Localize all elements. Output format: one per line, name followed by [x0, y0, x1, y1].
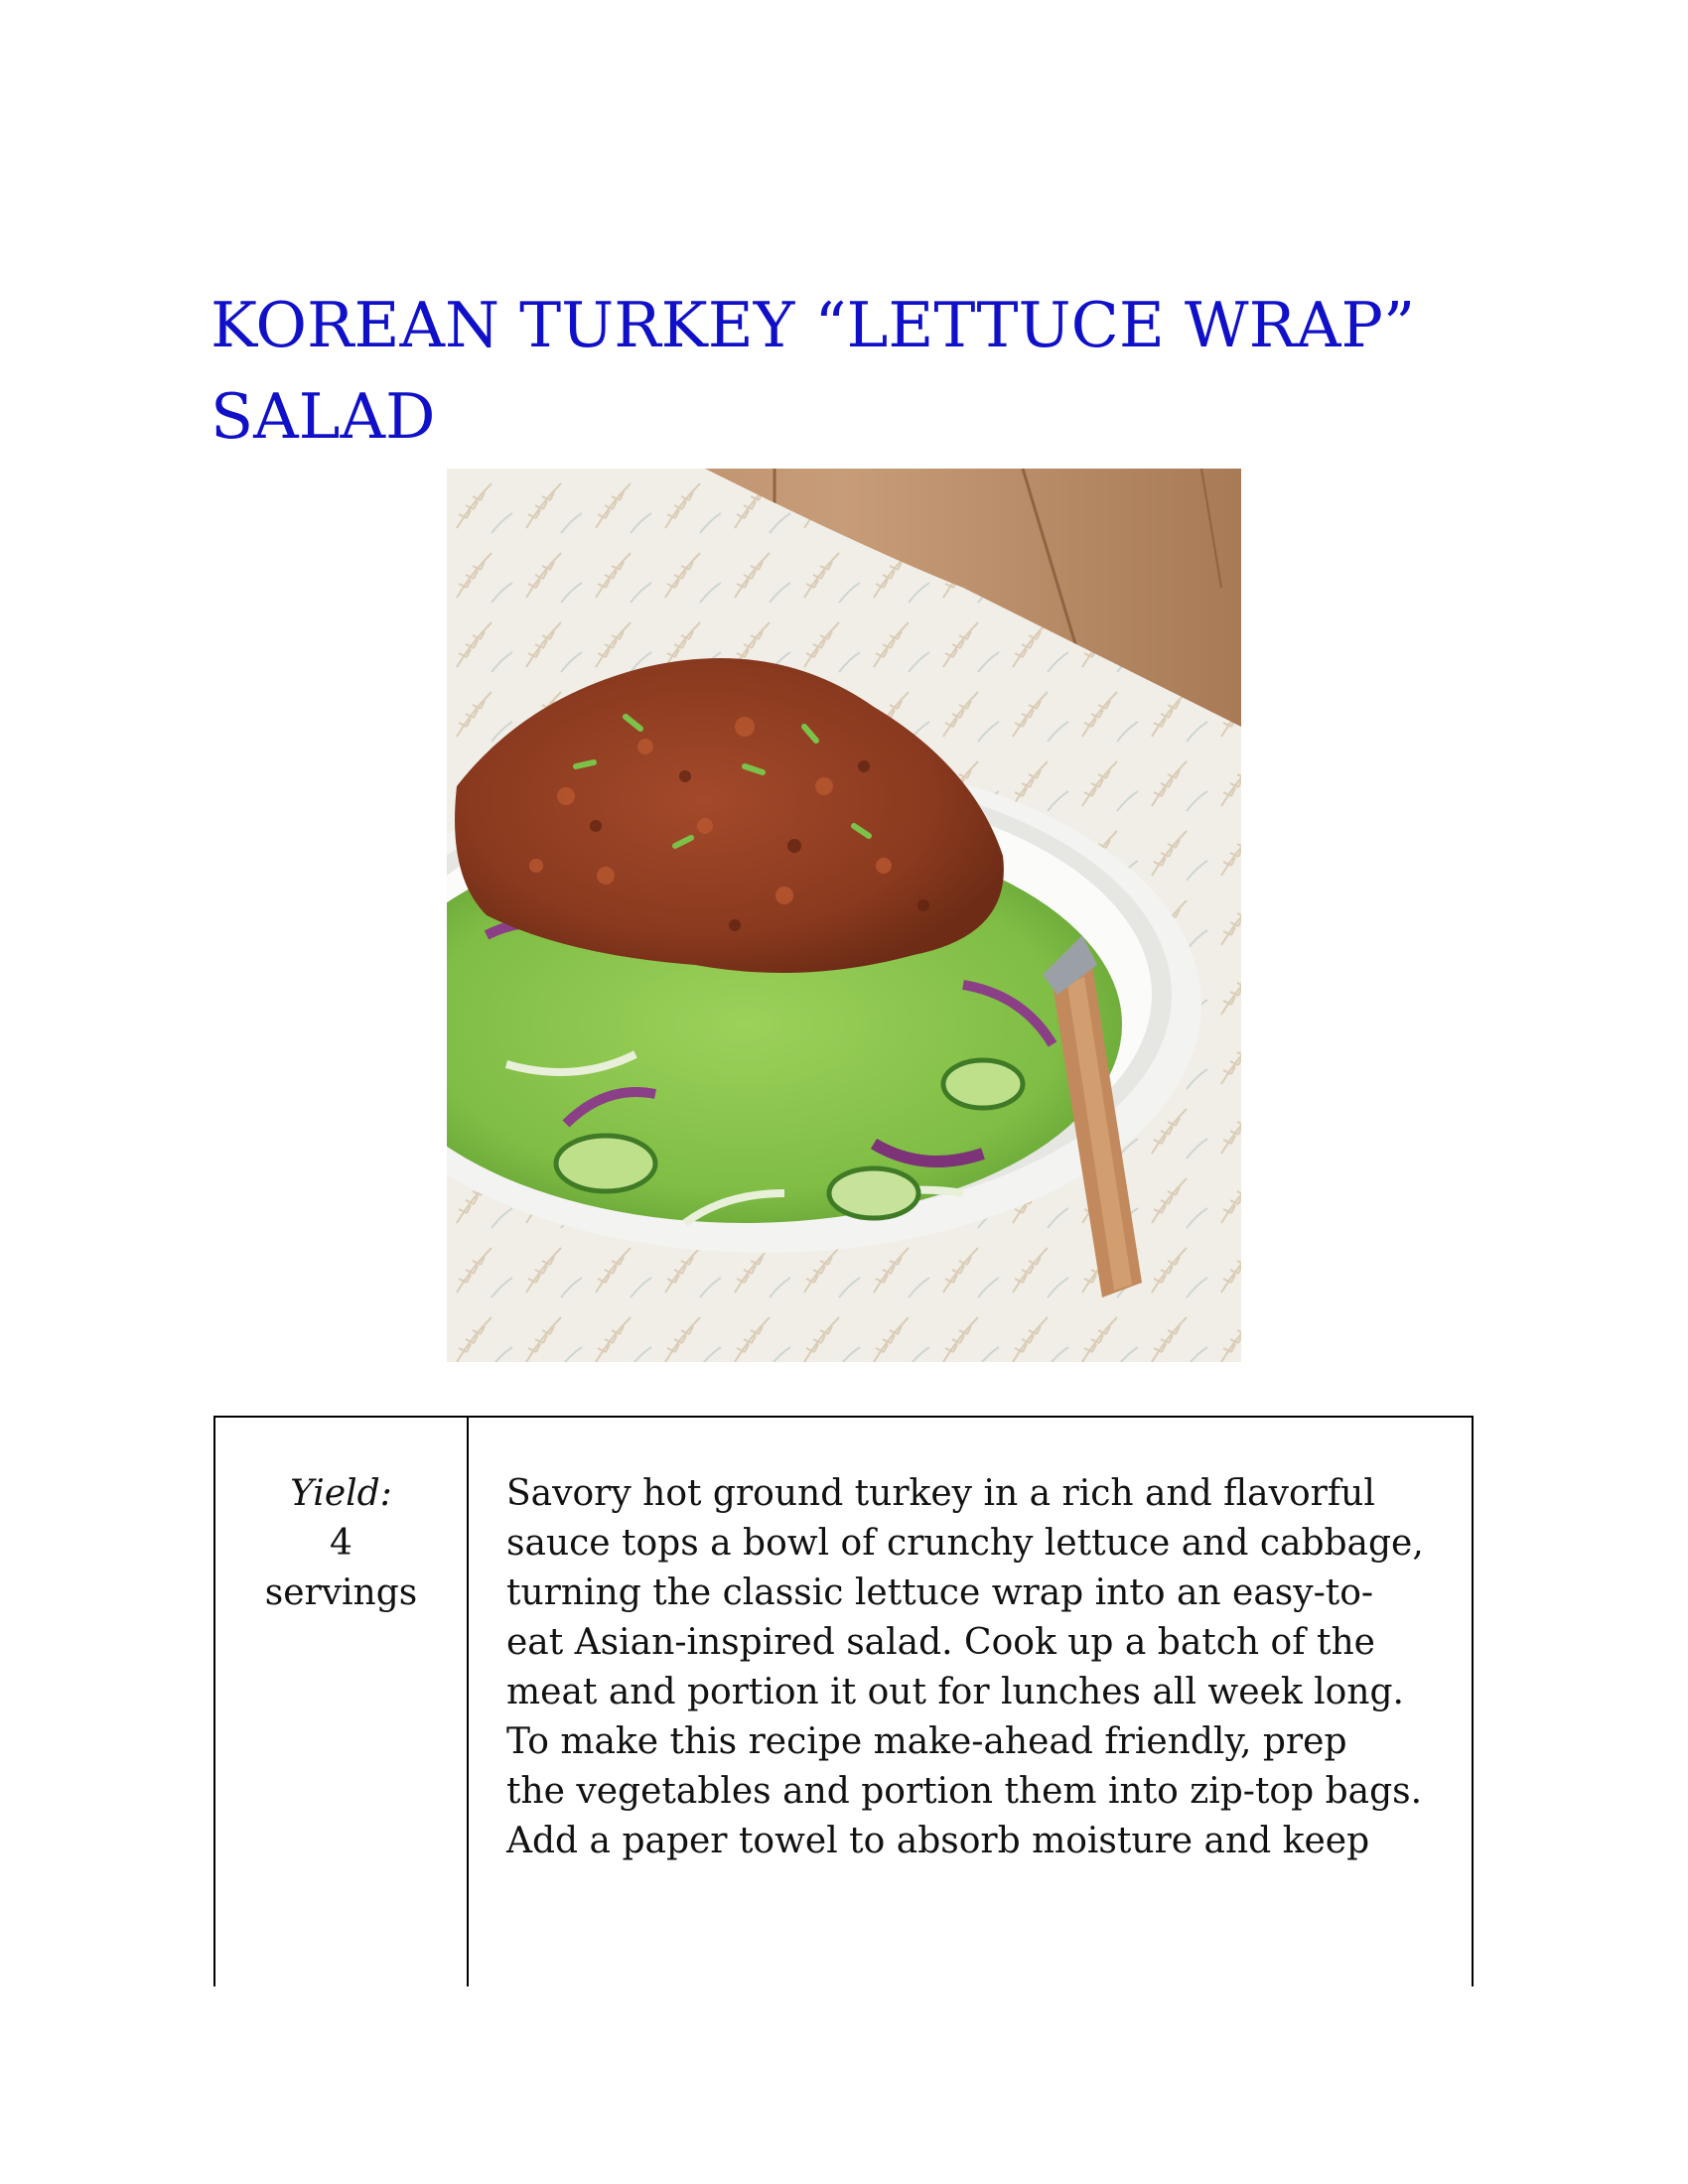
column-divider	[467, 1418, 469, 1986]
description-line: eat Asian-inspired salad. Cook up a batch of the	[506, 1622, 1375, 1663]
recipe-photo	[447, 469, 1241, 1362]
description-line: the vegetables and portion them into zip-top bags.	[506, 1771, 1423, 1812]
yield-label: Yield:	[290, 1473, 392, 1514]
yield-unit: servings	[264, 1572, 418, 1613]
description-line: Savory hot ground turkey in a rich and flavorful	[506, 1473, 1375, 1514]
yield-cell	[215, 1469, 467, 1618]
recipe-title-line-2: SALAD	[211, 380, 436, 453]
description-line: Add a paper towel to absorb moisture and keep	[506, 1821, 1370, 1861]
yield-value: 4	[330, 1523, 352, 1564]
recipe-title	[211, 280, 1501, 463]
recipe-description	[506, 1469, 1440, 1866]
description-line: To make this recipe make-ahead friendly, prep	[506, 1721, 1347, 1762]
recipe-title-line-1: KOREAN TURKEY “LETTUCE WRAP”	[211, 289, 1416, 361]
description-line: sauce tops a bowl of crunchy lettuce and cabbage,	[506, 1523, 1424, 1564]
description-line: turning the classic lettuce wrap into an easy-to-	[506, 1572, 1374, 1613]
recipe-info-table	[213, 1416, 1474, 1986]
description-line: meat and portion it out for lunches all week long.	[506, 1672, 1404, 1712]
